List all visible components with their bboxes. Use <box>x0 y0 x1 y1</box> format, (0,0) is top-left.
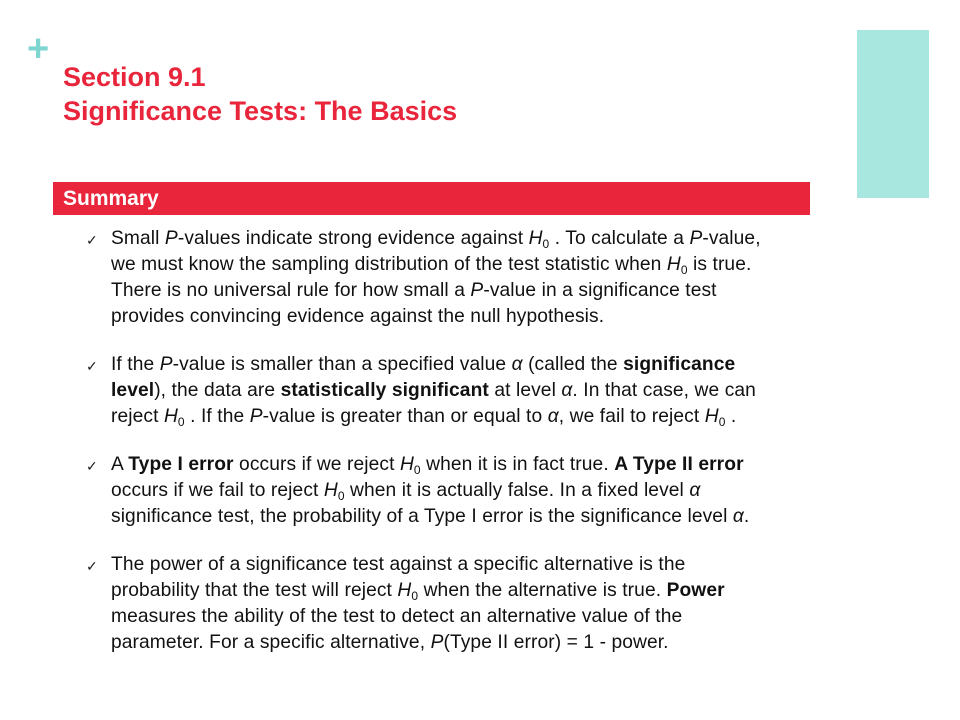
checkmark-icon: ✓ <box>86 458 98 474</box>
text-line: occurs if we fail to reject $H_0$ when it is actually false. In a fixed level α <box>111 480 701 503</box>
title-subtitle: Significance Tests: The Basics <box>63 96 458 126</box>
summary-banner <box>53 182 810 215</box>
text-line: The power of a significance test against a specific alternative is the <box>111 554 686 575</box>
text-line: There is no universal rule for how small a P-value in a significance test <box>111 280 717 301</box>
list-item <box>86 552 926 656</box>
list-item <box>86 452 926 530</box>
text-line: If the P-value is smaller than a specified value α (called the significance <box>111 354 736 375</box>
checkmark-icon: ✓ <box>86 558 98 574</box>
text-line: level), the data are statistically significant at level α. In that case, we can <box>111 380 756 401</box>
text-line: measures the ability of the test to detect an alternative value of the <box>111 606 683 627</box>
page-title <box>63 60 457 128</box>
text-line: reject $H_0$ . If the P-value is greater than or equal to α, we fail to reject $H_0$ . <box>111 406 737 429</box>
list-item <box>86 226 926 330</box>
summary-list <box>86 226 926 656</box>
text-line: A Type I error occurs if we reject $H_0$ when it is in fact true. A Type II error <box>111 454 744 477</box>
plus-icon: + <box>27 28 50 70</box>
text-line: probability that the test will reject $H_0$ when the alternative is true. Power <box>111 580 725 603</box>
text-line: Small P-values indicate strong evidence against $H_0$ . To calculate a P-value, <box>111 228 761 251</box>
list-item <box>86 352 926 430</box>
text-line: significance test, the probability of a Type I error is the significance level α. <box>111 506 750 527</box>
checkmark-icon: ✓ <box>86 232 98 248</box>
summary-label: Summary <box>63 187 159 210</box>
text-line: we must know the sampling distribution of the test statistic when $H_0$ is true. <box>111 254 752 277</box>
text-line: parameter. For a specific alternative, P(Type II error) = 1 - power. <box>111 632 669 653</box>
text-line: provides convincing evidence against the null hypothesis. <box>111 306 605 327</box>
checkmark-icon: ✓ <box>86 358 98 374</box>
decorative-teal-block <box>857 30 929 198</box>
title-section: Section 9.1 <box>63 62 206 92</box>
